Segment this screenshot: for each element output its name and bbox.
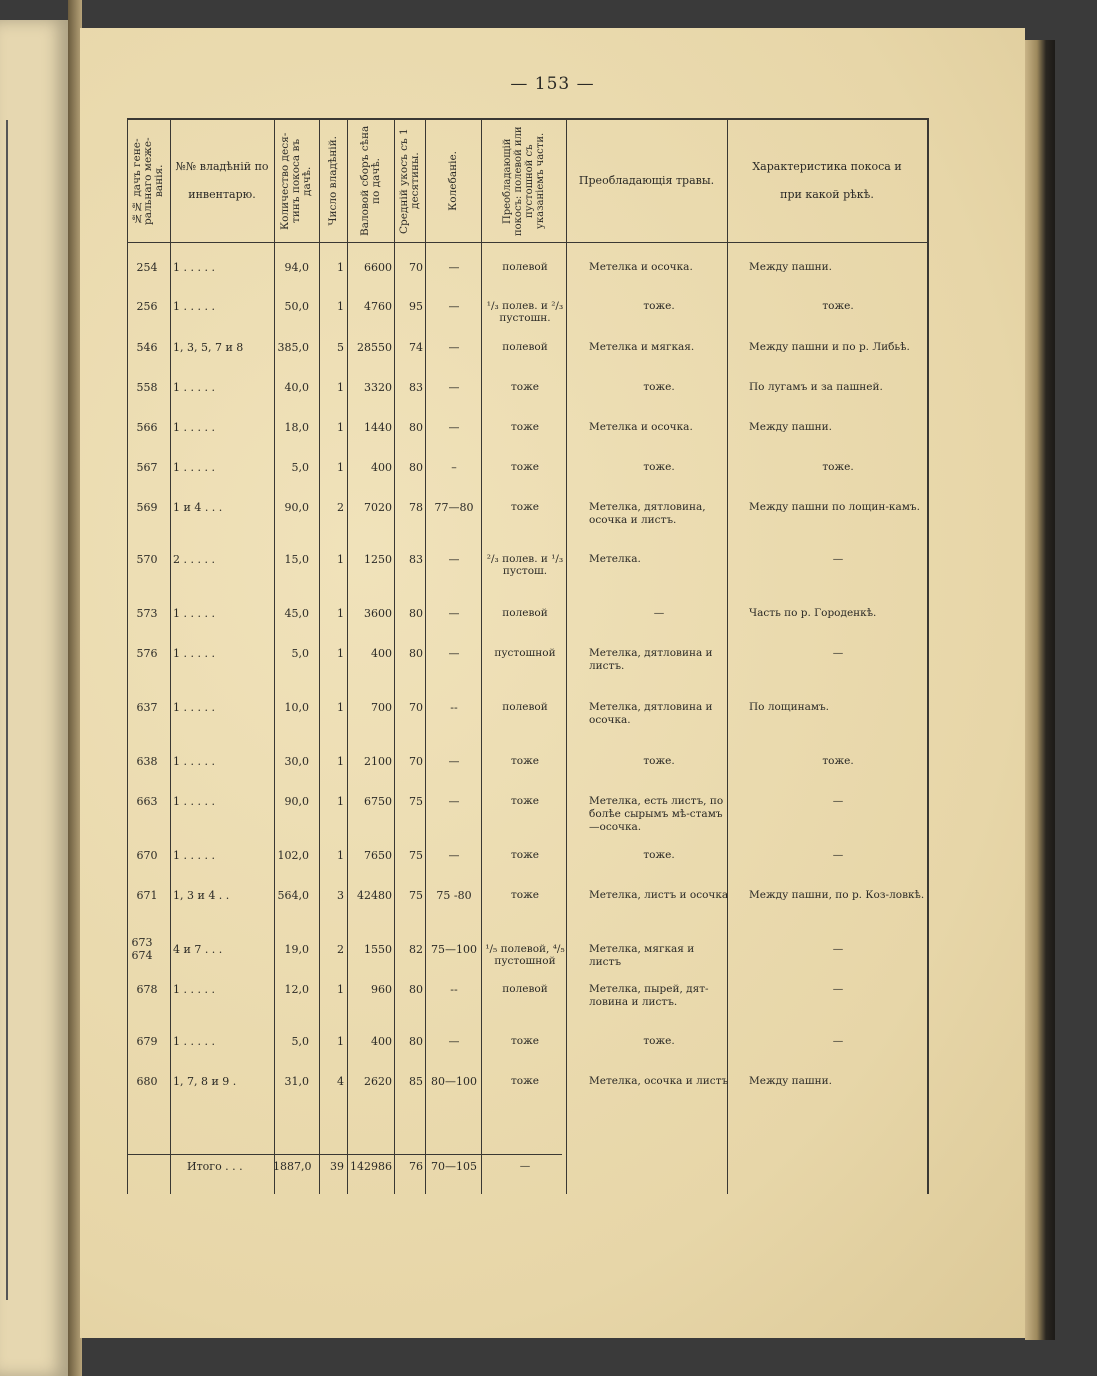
owners-cell: 1 . . . . . [173, 300, 215, 313]
avg-yield-cell: 75 [409, 889, 423, 902]
owners-cell: 1 . . . . . [173, 701, 215, 714]
header-bottom-rule [127, 242, 929, 243]
characteristic-cell: — [832, 1035, 844, 1047]
table-row [127, 378, 929, 418]
fluctuation-cell: — [448, 755, 460, 768]
owners-count-cell: 1 [337, 795, 344, 808]
hay-yield-table [127, 114, 929, 1194]
owners-cell: 1 . . . . . [173, 1035, 215, 1048]
gross-hay-cell: 1440 [364, 421, 392, 434]
grasses-cell: тоже. [643, 849, 675, 861]
gross-hay-cell: 1550 [364, 943, 392, 956]
avg-yield-cell: 83 [409, 553, 423, 566]
avg-yield-cell: 75 [409, 795, 423, 808]
gross-hay-cell: 400 [371, 1035, 392, 1048]
area-cell: 385,0 [277, 341, 309, 354]
characteristic-cell: Между пашни. [749, 261, 832, 273]
dacha-number: 679 [136, 1035, 158, 1048]
dacha-number: 637 [136, 701, 158, 714]
header-owners: №№ владѣній по инвентарю. [175, 160, 269, 201]
area-cell: 90,0 [284, 501, 309, 514]
area-cell: 102,0 [277, 849, 309, 862]
area-cell: 10,0 [284, 701, 309, 714]
owners-count-cell: 1 [337, 421, 344, 434]
characteristic-cell: Часть по р. Городенкѣ. [749, 607, 877, 619]
owners-count-cell: 2 [337, 501, 344, 514]
table-row [127, 604, 929, 644]
meadow-type-cell: тоже [510, 1075, 539, 1087]
meadow-type-cell: полевой [502, 607, 548, 619]
characteristic-cell: — [832, 795, 844, 807]
grasses-cell: Метелка, дятловина и листъ. [589, 647, 713, 672]
owners-count-cell: 5 [337, 341, 344, 354]
area-cell: 31,0 [284, 1075, 309, 1088]
meadow-type-cell: пустошной [494, 647, 556, 659]
dacha-number: 569 [136, 501, 158, 514]
characteristic-cell: тоже. [822, 755, 854, 767]
area-cell: 15,0 [284, 553, 309, 566]
header-avg-yield: Средній укосъ съ 1 десятины. [397, 128, 421, 234]
characteristic-cell: — [832, 943, 844, 955]
grasses-cell: Метелка, дятловина и осочка. [589, 701, 713, 726]
owners-count-cell: 4 [337, 1075, 344, 1088]
avg-yield-cell: 83 [409, 381, 423, 394]
characteristic-cell: По лугамъ и за пашней. [749, 381, 883, 393]
owners-count-cell: 3 [337, 889, 344, 902]
gross-hay-cell: 2620 [364, 1075, 392, 1088]
area-cell: 19,0 [284, 943, 309, 956]
dacha-number: 256 [136, 300, 158, 313]
document-page [80, 28, 1025, 1338]
owners-count-cell: 2 [337, 943, 344, 956]
owners-count-cell: 1 [337, 983, 344, 996]
characteristic-cell: Между пашни, по р. Коз-ловкѣ. [749, 889, 925, 901]
table-row [127, 792, 929, 832]
avg-yield-cell: 74 [409, 341, 423, 354]
totals-avg: 76 [409, 1160, 423, 1173]
grasses-cell: — [653, 607, 665, 619]
meadow-type-cell: тоже [510, 1035, 539, 1047]
fluctuation-cell: — [448, 553, 460, 566]
grasses-cell: тоже. [643, 755, 675, 767]
gross-hay-cell: 42480 [357, 889, 392, 902]
owners-cell: 1 . . . . . [173, 461, 215, 474]
avg-yield-cell: 75 [409, 849, 423, 862]
meadow-type-cell: тоже [510, 501, 539, 513]
meadow-type-cell: полевой [502, 341, 548, 353]
characteristic-cell: — [832, 647, 844, 659]
owners-count-cell: 1 [337, 300, 344, 313]
gross-hay-cell: 960 [371, 983, 392, 996]
owners-cell: 1 . . . . . [173, 421, 215, 434]
grasses-cell: Метелка, пырей, дят-ловина и листъ. [589, 983, 709, 1008]
gross-hay-cell: 28550 [357, 341, 392, 354]
grasses-cell: тоже. [643, 300, 675, 312]
table-row [127, 458, 929, 498]
avg-yield-cell: 80 [409, 983, 423, 996]
grasses-cell: Метелка и мягкая. [589, 341, 695, 353]
left-page-edge [0, 20, 68, 1376]
gross-hay-cell: 3600 [364, 607, 392, 620]
gross-hay-cell: 7020 [364, 501, 392, 514]
area-cell: 5,0 [291, 461, 309, 474]
fluctuation-cell: — [448, 795, 460, 808]
area-cell: 40,0 [284, 381, 309, 394]
fluctuation-cell: — [448, 849, 460, 862]
table-row [127, 258, 929, 298]
dacha-number: 570 [136, 553, 158, 566]
dacha-number: 638 [136, 755, 158, 768]
totals-row [127, 1157, 929, 1187]
totals-count: 39 [330, 1160, 344, 1173]
fluctuation-cell: 77—80 [434, 501, 474, 514]
header-meadow-type: Преобладающій покосъ: полевой или пустошной съ указаніемъ части. [501, 126, 546, 236]
table-row [127, 418, 929, 458]
book-spine [1025, 40, 1055, 1340]
meadow-type-cell: тоже [510, 755, 539, 767]
gross-hay-cell: 7650 [364, 849, 392, 862]
owners-count-cell: 1 [337, 1035, 344, 1048]
fluctuation-cell: 75—100 [431, 943, 477, 956]
meadow-type-cell: тоже [510, 889, 539, 901]
avg-yield-cell: 78 [409, 501, 423, 514]
grasses-cell: тоже. [643, 1035, 675, 1047]
dacha-number: 254 [136, 261, 158, 274]
gross-hay-cell: 4760 [364, 300, 392, 313]
table-row [127, 644, 929, 684]
characteristic-cell: — [832, 553, 844, 565]
owners-count-cell: 1 [337, 849, 344, 862]
avg-yield-cell: 82 [409, 943, 423, 956]
area-cell: 5,0 [291, 647, 309, 660]
fluctuation-cell: — [448, 647, 460, 660]
characteristic-cell: Между пашни. [749, 421, 832, 433]
gross-hay-cell: 400 [371, 461, 392, 474]
header-area: Количество деся-тинъ покоса въ дачѣ. [279, 132, 313, 230]
fluctuation-cell: – [451, 461, 457, 474]
meadow-type-cell: тоже [510, 795, 539, 807]
header-fluctuation: Колебаніе. [446, 151, 459, 211]
gross-hay-cell: 6750 [364, 795, 392, 808]
owners-count-cell: 1 [337, 607, 344, 620]
fluctuation-cell: 75 -80 [436, 889, 472, 902]
meadow-type-cell: тоже [510, 421, 539, 433]
fluctuation-cell: 80—100 [431, 1075, 477, 1088]
table-row [127, 1032, 929, 1072]
table-row [127, 752, 929, 792]
totals-rule [127, 1154, 562, 1155]
fluctuation-cell: — [448, 381, 460, 394]
avg-yield-cell: 80 [409, 461, 423, 474]
avg-yield-cell: 70 [409, 261, 423, 274]
dacha-number: 573 [136, 607, 158, 620]
dacha-number: 671 [136, 889, 158, 902]
characteristic-cell: тоже. [822, 461, 854, 473]
dacha-number: 680 [136, 1075, 158, 1088]
owners-count-cell: 1 [337, 701, 344, 714]
totals-fluct: 70—105 [431, 1160, 477, 1173]
fluctuation-cell: -- [450, 983, 458, 996]
owners-cell: 1, 7, 8 и 9 . [173, 1075, 237, 1088]
owners-cell: 1 . . . . . [173, 983, 215, 996]
area-cell: 45,0 [284, 607, 309, 620]
characteristic-cell: Между пашни по лощин-камъ. [749, 501, 920, 513]
dacha-number: 558 [136, 381, 158, 394]
owners-cell: 1 и 4 . . . [173, 501, 223, 514]
avg-yield-cell: 70 [409, 701, 423, 714]
characteristic-cell: По лощинамъ. [749, 701, 830, 713]
grasses-cell: Метелка, есть листъ, по болѣе сырымъ мѣ-стамъ—осочка. [589, 795, 724, 833]
header-owners-count: Число владѣній. [326, 136, 339, 226]
table-row [127, 936, 929, 980]
gross-hay-cell: 6600 [364, 261, 392, 274]
fluctuation-cell: — [448, 261, 460, 274]
fluctuation-cell: — [448, 607, 460, 620]
left-page-rule [6, 120, 8, 1300]
dacha-number: 576 [136, 647, 158, 660]
table-row [127, 980, 929, 1020]
grasses-cell: Метелка, листъ и осочка [589, 889, 729, 901]
area-cell: 12,0 [284, 983, 309, 996]
gross-hay-cell: 1250 [364, 553, 392, 566]
avg-yield-cell: 80 [409, 1035, 423, 1048]
avg-yield-cell: 70 [409, 755, 423, 768]
avg-yield-cell: 95 [409, 300, 423, 313]
page-number: — 153 — [510, 74, 595, 94]
grasses-cell: Метелка. [589, 553, 641, 565]
fluctuation-cell: — [448, 1035, 460, 1048]
table-row [127, 886, 929, 926]
gross-hay-cell: 3320 [364, 381, 392, 394]
avg-yield-cell: 80 [409, 647, 423, 660]
characteristic-cell: тоже. [822, 300, 854, 312]
grasses-cell: Метелка, дятловина, осочка и листъ. [589, 501, 706, 526]
fluctuation-cell: — [448, 300, 460, 313]
totals-gross: 142986 [350, 1160, 392, 1173]
area-cell: 5,0 [291, 1035, 309, 1048]
dacha-number: 546 [136, 341, 158, 354]
owners-cell: 1, 3, 5, 7 и 8 [173, 341, 244, 354]
owners-cell: 2 . . . . . [173, 553, 215, 566]
totals-type: — [519, 1160, 531, 1172]
table-row [127, 297, 929, 337]
grasses-cell: тоже. [643, 461, 675, 473]
characteristic-cell: — [832, 849, 844, 861]
area-cell: 18,0 [284, 421, 309, 434]
grasses-cell: Метелка и осочка. [589, 421, 693, 433]
characteristic-cell: — [832, 983, 844, 995]
area-cell: 30,0 [284, 755, 309, 768]
fluctuation-cell: -- [450, 701, 458, 714]
fluctuation-cell: — [448, 421, 460, 434]
dacha-number: 663 [136, 795, 158, 808]
owners-count-cell: 1 [337, 755, 344, 768]
gross-hay-cell: 700 [371, 701, 392, 714]
header-gross-hay: Валовой сборъ сѣна по дачѣ. [358, 125, 382, 237]
dacha-number: 566 [136, 421, 158, 434]
header-characteristic: Характеристика покоса и при какой рѣкѣ. [752, 160, 902, 201]
owners-count-cell: 1 [337, 647, 344, 660]
grasses-cell: тоже. [643, 381, 675, 393]
owners-cell: 1 . . . . . [173, 261, 215, 274]
area-cell: 50,0 [284, 300, 309, 313]
header-dacha-no: №№ дачъ гене-ральнаго меже-ванія. [131, 137, 165, 225]
gross-hay-cell: 400 [371, 647, 392, 660]
meadow-type-cell: тоже [510, 381, 539, 393]
owners-count-cell: 1 [337, 461, 344, 474]
gross-hay-cell: 2100 [364, 755, 392, 768]
dacha-number: 567 [136, 461, 158, 474]
owners-cell: 1 . . . . . [173, 647, 215, 660]
dacha-number: 670 [136, 849, 158, 862]
area-cell: 90,0 [284, 795, 309, 808]
grasses-cell: Метелка и осочка. [589, 261, 693, 273]
owners-cell: 1 . . . . . [173, 755, 215, 768]
owners-count-cell: 1 [337, 381, 344, 394]
characteristic-cell: Между пашни и по р. Либьѣ. [749, 341, 910, 353]
meadow-type-cell: полевой [502, 261, 548, 273]
meadow-type-cell: ¹/₃ полев. и ²/₃ пустошн. [486, 300, 564, 324]
owners-cell: 1 . . . . . [173, 795, 215, 808]
avg-yield-cell: 80 [409, 421, 423, 434]
table-row [127, 846, 929, 886]
owners-cell: 1 . . . . . [173, 607, 215, 620]
header-grasses: Преобладающія травы. [578, 174, 715, 187]
meadow-type-cell: полевой [502, 983, 548, 995]
grasses-cell: Метелка, мягкая и листъ [589, 943, 695, 968]
owners-count-cell: 1 [337, 553, 344, 566]
owners-cell: 1 . . . . . [173, 381, 215, 394]
table-top-rule [127, 118, 929, 120]
meadow-type-cell: ¹/₅ полевой, ⁴/₅ пустошной [485, 943, 565, 967]
dacha-number: 673 674 [131, 936, 153, 962]
totals-area: 1887,0 [273, 1160, 312, 1173]
owners-cell: 4 и 7 . . . [173, 943, 223, 956]
avg-yield-cell: 80 [409, 607, 423, 620]
table-row [127, 698, 929, 738]
grasses-cell: Метелка, осочка и листъ [589, 1075, 729, 1087]
meadow-type-cell: тоже [510, 849, 539, 861]
area-cell: 564,0 [277, 889, 309, 902]
table-row [127, 338, 929, 378]
avg-yield-cell: 85 [409, 1075, 423, 1088]
totals-label: Итого . . . [187, 1160, 243, 1173]
table-row [127, 550, 929, 590]
table-row [127, 498, 929, 538]
meadow-type-cell: тоже [510, 461, 539, 473]
owners-cell: 1, 3 и 4 . . [173, 889, 230, 902]
fluctuation-cell: — [448, 341, 460, 354]
area-cell: 94,0 [284, 261, 309, 274]
table-row [127, 1072, 929, 1112]
characteristic-cell: Между пашни. [749, 1075, 832, 1087]
dacha-number: 678 [136, 983, 158, 996]
meadow-type-cell: полевой [502, 701, 548, 713]
owners-cell: 1 . . . . . [173, 849, 215, 862]
meadow-type-cell: ²/₃ полев. и ¹/₃ пустош. [486, 553, 564, 577]
owners-count-cell: 1 [337, 261, 344, 274]
